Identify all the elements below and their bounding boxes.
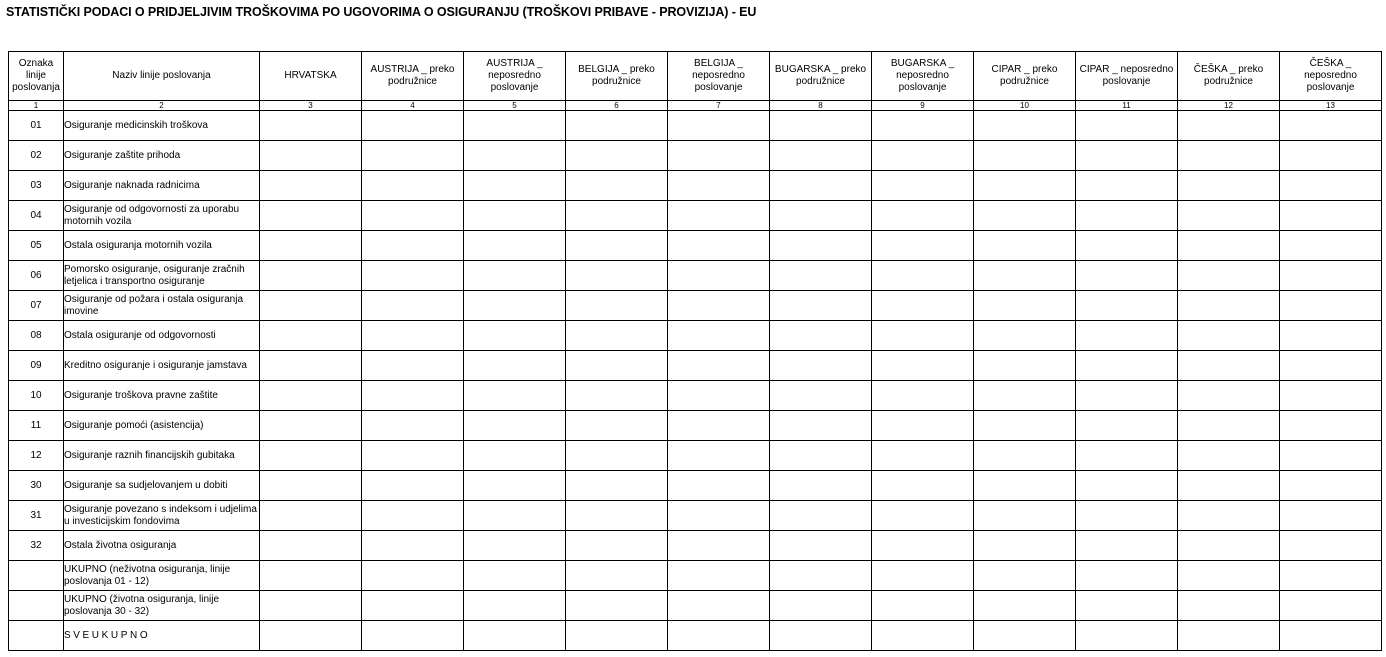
value-cell	[770, 621, 872, 651]
value-cell	[1178, 141, 1280, 171]
value-cell	[260, 621, 362, 651]
value-cell	[668, 321, 770, 351]
line-name: Pomorsko osiguranje, osiguranje zračnih letjelica i transportno osiguranje	[64, 261, 260, 291]
line-name: Osiguranje zaštite prihoda	[64, 141, 260, 171]
value-cell	[362, 321, 464, 351]
line-code: 32	[9, 531, 64, 561]
line-code: 11	[9, 411, 64, 441]
column-number: 7	[668, 101, 770, 111]
value-cell	[566, 171, 668, 201]
table-row	[9, 201, 1382, 231]
value-cell	[668, 111, 770, 141]
value-cell	[566, 441, 668, 471]
table-row	[9, 231, 1382, 261]
column-header-name: Naziv linije poslovanja	[64, 52, 260, 101]
value-cell	[260, 291, 362, 321]
value-cell	[1178, 381, 1280, 411]
value-cell	[464, 111, 566, 141]
value-cell	[260, 171, 362, 201]
value-cell	[566, 501, 668, 531]
total-code-empty	[9, 591, 64, 621]
value-cell	[668, 621, 770, 651]
header-row	[9, 52, 1382, 101]
value-cell	[1076, 561, 1178, 591]
column-number: 3	[260, 101, 362, 111]
value-cell	[872, 201, 974, 231]
table-row	[9, 381, 1382, 411]
value-cell	[770, 321, 872, 351]
value-cell	[974, 471, 1076, 501]
value-cell	[1280, 471, 1382, 501]
value-cell	[566, 531, 668, 561]
line-name: Osiguranje naknada radnicima	[64, 171, 260, 201]
column-header-code: Oznaka linije poslovanja	[9, 52, 64, 101]
column-header-bugarska-neposredno: BUGARSKA _ neposredno poslovanje	[872, 52, 974, 101]
value-cell	[872, 591, 974, 621]
line-name: Osiguranje povezano s indeksom i udjelima u investicijskim fondovima	[64, 501, 260, 531]
value-cell	[770, 411, 872, 441]
value-cell	[566, 321, 668, 351]
value-cell	[770, 171, 872, 201]
line-name: Ostala osiguranja motornih vozila	[64, 231, 260, 261]
column-number: 10	[974, 101, 1076, 111]
value-cell	[1076, 531, 1178, 561]
line-code: 03	[9, 171, 64, 201]
value-cell	[260, 501, 362, 531]
value-cell	[770, 201, 872, 231]
line-name: Osiguranje sa sudjelovanjem u dobiti	[64, 471, 260, 501]
value-cell	[1178, 201, 1280, 231]
value-cell	[362, 111, 464, 141]
value-cell	[464, 291, 566, 321]
value-cell	[668, 171, 770, 201]
value-cell	[668, 591, 770, 621]
value-cell	[464, 471, 566, 501]
value-cell	[1076, 501, 1178, 531]
value-cell	[566, 231, 668, 261]
value-cell	[1178, 411, 1280, 441]
value-cell	[1280, 381, 1382, 411]
column-number: 2	[64, 101, 260, 111]
value-cell	[464, 261, 566, 291]
value-cell	[1280, 321, 1382, 351]
table-row	[9, 141, 1382, 171]
value-cell	[1178, 291, 1280, 321]
value-cell	[1076, 621, 1178, 651]
value-cell	[872, 561, 974, 591]
value-cell	[1280, 591, 1382, 621]
column-number: 8	[770, 101, 872, 111]
column-number-row	[9, 101, 1382, 111]
value-cell	[770, 561, 872, 591]
value-cell	[566, 561, 668, 591]
column-number: 9	[872, 101, 974, 111]
column-number: 11	[1076, 101, 1178, 111]
line-code: 05	[9, 231, 64, 261]
table-row	[9, 531, 1382, 561]
value-cell	[362, 171, 464, 201]
value-cell	[1178, 441, 1280, 471]
value-cell	[362, 591, 464, 621]
value-cell	[668, 291, 770, 321]
value-cell	[362, 621, 464, 651]
value-cell	[1280, 231, 1382, 261]
total-label: SVEUKUPNO	[64, 621, 260, 651]
value-cell	[260, 471, 362, 501]
value-cell	[1178, 591, 1280, 621]
value-cell	[566, 621, 668, 651]
line-name: Ostala životna osiguranja	[64, 531, 260, 561]
value-cell	[1076, 141, 1178, 171]
value-cell	[770, 591, 872, 621]
value-cell	[872, 141, 974, 171]
line-code: 09	[9, 351, 64, 381]
value-cell	[362, 201, 464, 231]
value-cell	[566, 591, 668, 621]
column-header-cipar-podruznice: CIPAR _ preko podružnice	[974, 52, 1076, 101]
value-cell	[668, 201, 770, 231]
value-cell	[566, 201, 668, 231]
column-number: 5	[464, 101, 566, 111]
value-cell	[1076, 321, 1178, 351]
value-cell	[566, 471, 668, 501]
value-cell	[362, 291, 464, 321]
value-cell	[1280, 201, 1382, 231]
column-header-cipar-neposredno: CIPAR _ neposredno poslovanje	[1076, 52, 1178, 101]
value-cell	[974, 351, 1076, 381]
value-cell	[770, 111, 872, 141]
line-name: Osiguranje medicinskih troškova	[64, 111, 260, 141]
value-cell	[260, 231, 362, 261]
value-cell	[872, 231, 974, 261]
value-cell	[1178, 471, 1280, 501]
value-cell	[464, 441, 566, 471]
value-cell	[872, 351, 974, 381]
value-cell	[1280, 171, 1382, 201]
value-cell	[872, 531, 974, 561]
value-cell	[1280, 621, 1382, 651]
value-cell	[1178, 261, 1280, 291]
value-cell	[260, 441, 362, 471]
line-code: 01	[9, 111, 64, 141]
value-cell	[770, 261, 872, 291]
value-cell	[464, 501, 566, 531]
value-cell	[770, 291, 872, 321]
value-cell	[1280, 141, 1382, 171]
value-cell	[1178, 531, 1280, 561]
value-cell	[1076, 201, 1178, 231]
value-cell	[974, 441, 1076, 471]
value-cell	[464, 201, 566, 231]
column-header-belgija-podruznice: BELGIJA _ preko podružnice	[566, 52, 668, 101]
value-cell	[974, 501, 1076, 531]
value-cell	[770, 351, 872, 381]
table-row	[9, 261, 1382, 291]
value-cell	[974, 591, 1076, 621]
value-cell	[362, 501, 464, 531]
value-cell	[260, 201, 362, 231]
value-cell	[464, 591, 566, 621]
value-cell	[974, 291, 1076, 321]
value-cell	[974, 201, 1076, 231]
table-row	[9, 441, 1382, 471]
total-row	[9, 621, 1382, 651]
value-cell	[872, 261, 974, 291]
value-cell	[1076, 291, 1178, 321]
value-cell	[260, 591, 362, 621]
value-cell	[668, 231, 770, 261]
line-code: 08	[9, 321, 64, 351]
value-cell	[566, 351, 668, 381]
total-row	[9, 561, 1382, 591]
value-cell	[872, 441, 974, 471]
table-row	[9, 411, 1382, 441]
total-code-empty	[9, 561, 64, 591]
value-cell	[1280, 261, 1382, 291]
column-header-bugarska-podruznice: BUGARSKA _ preko podružnice	[770, 52, 872, 101]
value-cell	[362, 381, 464, 411]
value-cell	[1178, 321, 1280, 351]
value-cell	[1178, 111, 1280, 141]
value-cell	[872, 291, 974, 321]
value-cell	[566, 111, 668, 141]
value-cell	[1178, 171, 1280, 201]
value-cell	[1076, 591, 1178, 621]
line-code: 10	[9, 381, 64, 411]
value-cell	[260, 111, 362, 141]
value-cell	[1178, 621, 1280, 651]
value-cell	[464, 411, 566, 441]
value-cell	[974, 261, 1076, 291]
table-row	[9, 351, 1382, 381]
column-number: 1	[9, 101, 64, 111]
value-cell	[872, 501, 974, 531]
value-cell	[566, 291, 668, 321]
value-cell	[1076, 411, 1178, 441]
page-title: STATISTIČKI PODACI O PRIDJELJIVIM TROŠKOVIMA PO UGOVORIMA O OSIGURANJU (TROŠKOVI PRIBAVE - PROVIZIJA) - EU	[6, 5, 757, 19]
value-cell	[668, 351, 770, 381]
value-cell	[872, 171, 974, 201]
value-cell	[668, 561, 770, 591]
column-header-hrvatska: HRVATSKA	[260, 52, 362, 101]
value-cell	[668, 411, 770, 441]
table-row	[9, 111, 1382, 141]
value-cell	[1076, 381, 1178, 411]
value-cell	[770, 501, 872, 531]
value-cell	[1178, 231, 1280, 261]
value-cell	[872, 111, 974, 141]
value-cell	[1280, 561, 1382, 591]
value-cell	[464, 561, 566, 591]
table-row	[9, 471, 1382, 501]
value-cell	[1280, 411, 1382, 441]
value-cell	[974, 231, 1076, 261]
column-header-ceska-podruznice: ČEŠKA _ preko podružnice	[1178, 52, 1280, 101]
value-cell	[974, 141, 1076, 171]
value-cell	[1178, 351, 1280, 381]
column-header-belgija-neposredno: BELGIJA _ neposredno poslovanje	[668, 52, 770, 101]
value-cell	[1280, 291, 1382, 321]
value-cell	[974, 561, 1076, 591]
value-cell	[1280, 501, 1382, 531]
value-cell	[260, 381, 362, 411]
value-cell	[362, 231, 464, 261]
value-cell	[260, 351, 362, 381]
value-cell	[668, 141, 770, 171]
value-cell	[260, 411, 362, 441]
value-cell	[770, 231, 872, 261]
value-cell	[362, 561, 464, 591]
value-cell	[1280, 111, 1382, 141]
value-cell	[464, 141, 566, 171]
column-number: 6	[566, 101, 668, 111]
value-cell	[974, 111, 1076, 141]
value-cell	[566, 261, 668, 291]
value-cell	[668, 381, 770, 411]
value-cell	[770, 441, 872, 471]
column-number: 4	[362, 101, 464, 111]
value-cell	[1076, 441, 1178, 471]
value-cell	[362, 471, 464, 501]
value-cell	[362, 351, 464, 381]
line-name: Osiguranje pomoći (asistencija)	[64, 411, 260, 441]
value-cell	[260, 561, 362, 591]
value-cell	[668, 501, 770, 531]
value-cell	[872, 381, 974, 411]
value-cell	[872, 621, 974, 651]
value-cell	[1280, 531, 1382, 561]
line-name: Osiguranje od odgovornosti za uporabu motornih vozila	[64, 201, 260, 231]
value-cell	[974, 411, 1076, 441]
column-number: 12	[1178, 101, 1280, 111]
value-cell	[1076, 231, 1178, 261]
value-cell	[668, 441, 770, 471]
value-cell	[464, 321, 566, 351]
value-cell	[362, 531, 464, 561]
value-cell	[872, 411, 974, 441]
total-label: UKUPNO (neživotna osiguranja, linije poslovanja 01 - 12)	[64, 561, 260, 591]
column-header-austrija-neposredno: AUSTRIJA _ neposredno poslovanje	[464, 52, 566, 101]
value-cell	[872, 321, 974, 351]
total-label: UKUPNO (životna osiguranja, linije poslovanja 30 - 32)	[64, 591, 260, 621]
value-cell	[1178, 561, 1280, 591]
value-cell	[1076, 471, 1178, 501]
statistics-table	[8, 51, 1382, 651]
line-name: Osiguranje raznih financijskih gubitaka	[64, 441, 260, 471]
value-cell	[1076, 351, 1178, 381]
value-cell	[1280, 441, 1382, 471]
value-cell	[464, 171, 566, 201]
value-cell	[464, 621, 566, 651]
column-number: 13	[1280, 101, 1382, 111]
line-name: Ostala osiguranje od odgovornosti	[64, 321, 260, 351]
value-cell	[464, 381, 566, 411]
value-cell	[974, 621, 1076, 651]
value-cell	[362, 141, 464, 171]
line-name: Osiguranje od požara i ostala osiguranja imovine	[64, 291, 260, 321]
value-cell	[260, 261, 362, 291]
column-header-ceska-neposredno: ČEŠKA _ neposredno poslovanje	[1280, 52, 1382, 101]
value-cell	[770, 141, 872, 171]
value-cell	[464, 531, 566, 561]
value-cell	[1076, 261, 1178, 291]
value-cell	[566, 411, 668, 441]
value-cell	[974, 531, 1076, 561]
value-cell	[668, 471, 770, 501]
value-cell	[1280, 351, 1382, 381]
value-cell	[1076, 111, 1178, 141]
value-cell	[566, 381, 668, 411]
value-cell	[260, 531, 362, 561]
table-row	[9, 321, 1382, 351]
value-cell	[1076, 171, 1178, 201]
line-code: 07	[9, 291, 64, 321]
value-cell	[260, 141, 362, 171]
line-name: Osiguranje troškova pravne zaštite	[64, 381, 260, 411]
value-cell	[872, 471, 974, 501]
table-row	[9, 501, 1382, 531]
value-cell	[974, 381, 1076, 411]
value-cell	[362, 441, 464, 471]
value-cell	[770, 471, 872, 501]
total-row	[9, 591, 1382, 621]
value-cell	[1178, 501, 1280, 531]
value-cell	[668, 261, 770, 291]
table-row	[9, 171, 1382, 201]
table-row	[9, 291, 1382, 321]
value-cell	[362, 411, 464, 441]
line-code: 02	[9, 141, 64, 171]
value-cell	[974, 171, 1076, 201]
line-code: 12	[9, 441, 64, 471]
value-cell	[464, 231, 566, 261]
column-header-austrija-podruznice: AUSTRIJA _ preko podružnice	[362, 52, 464, 101]
line-code: 31	[9, 501, 64, 531]
value-cell	[668, 531, 770, 561]
line-code: 30	[9, 471, 64, 501]
value-cell	[362, 261, 464, 291]
line-code: 04	[9, 201, 64, 231]
value-cell	[770, 531, 872, 561]
value-cell	[566, 141, 668, 171]
line-code: 06	[9, 261, 64, 291]
value-cell	[974, 321, 1076, 351]
value-cell	[770, 381, 872, 411]
value-cell	[464, 351, 566, 381]
value-cell	[260, 321, 362, 351]
total-code-empty	[9, 621, 64, 651]
line-name: Kreditno osiguranje i osiguranje jamstava	[64, 351, 260, 381]
